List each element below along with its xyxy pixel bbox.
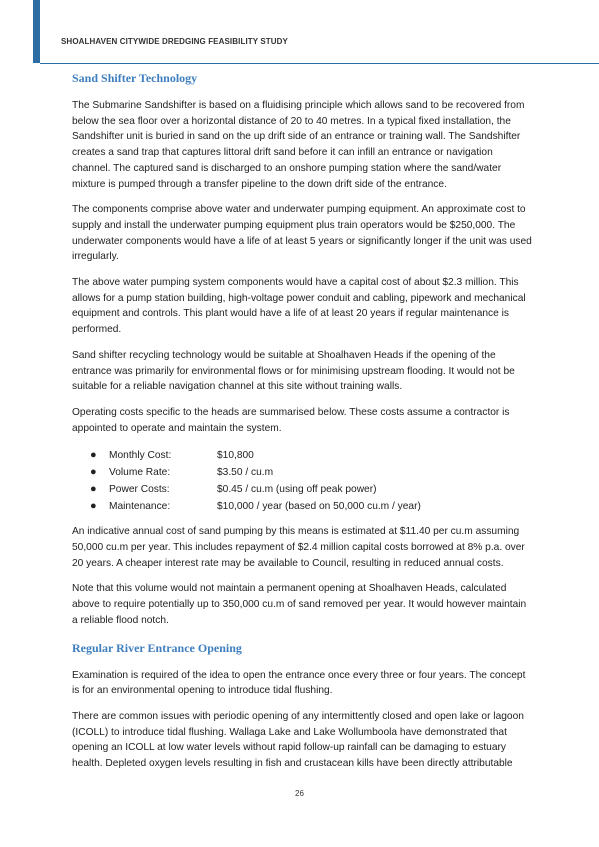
cost-value: $0.45 / cu.m (using off peak power) <box>217 484 377 496</box>
cost-value: $10,800 <box>217 450 254 462</box>
paragraph: There are common issues with periodic opening of any intermittently closed and open lake or lagoon (ICOLL) to introduce tidal flushing. Wallaga Lake and Lake Wollumboola have demonstrated that opening an ICOLL at low water levels without rapid follow-up rainfall can be damaging to estuary health. Depleted oxygen levels resulting in fish and crustacean kills have been directly attributable <box>72 710 524 770</box>
bullet-icon: ● <box>90 466 97 479</box>
list-item <box>72 464 532 481</box>
cost-label: Volume Rate: <box>109 467 171 479</box>
bullet-icon: ● <box>90 500 97 513</box>
paragraph: Note that this volume would not maintain a permanent opening at Shoalhaven Heads, calculated above to require potentially up to 350,000 cu.m of sand removed per year. It would however maintain a reliable flood notch. <box>72 583 527 626</box>
header-accent-bar <box>33 0 40 63</box>
cost-label: Power Costs: <box>109 484 170 496</box>
bullet-icon: ● <box>90 483 97 496</box>
paragraph: The above water pumping system components would have a capital cost of about $2.3 million. This allows for a pump station building, high-voltage power conduit and cabling, pipework and mechanical equipment and controls. This plant would have a life of at least 20 years if regular maintenance is performed. <box>72 277 526 336</box>
cost-value: $3.50 / cu.m <box>217 467 274 479</box>
cost-value: $10,000 / year (based on 50,000 cu.m / year) <box>217 501 421 513</box>
cost-label: Monthly Cost: <box>109 450 172 462</box>
header-divider <box>40 63 599 64</box>
cost-label: Maintenance: <box>109 501 171 513</box>
paragraph: The Submarine Sandshifter is based on a fluidising principle which allows sand to be recovered from below the sea floor over a horizontal distance of 20 to 40 metres. In a typical fixed installation, the Sandshifter unit is buried in sand on the up drift side of an entrance or training wall. The Sandshifter creates a sand trap that captures littoral drift sand before it can infill an entrance or navigation channel. The captured sand is discharged to an onshore pumping station where the sand/water mixture is pumped through a transfer pipeline to the down drift side of the entrance. <box>72 100 525 190</box>
paragraph: Examination is required of the idea to open the entrance once every three or four years. The concept is for an environmental opening to introduce tidal flushing. <box>72 669 526 697</box>
document-header-title: SHOALHAVEN CITYWIDE DREDGING FEASIBILITY STUDY <box>61 37 288 46</box>
operating-costs-list <box>72 447 532 515</box>
list-item <box>72 498 532 515</box>
list-item <box>72 481 532 498</box>
bullet-icon: ● <box>90 449 97 462</box>
list-item <box>72 447 532 464</box>
paragraph: Sand shifter recycling technology would be suitable at Shoalhaven Heads if the opening of the entrance was primarily for environmental flows or for minimising upstream flooding. It would not be suitable for a reliable navigation channel at this site without training walls. <box>72 349 515 393</box>
section-heading-river-entrance: Regular River Entrance Opening <box>72 640 242 655</box>
page-content <box>72 70 532 772</box>
section-heading-sand-shifter: Sand Shifter Technology <box>72 71 198 85</box>
paragraph: An indicative annual cost of sand pumping by this means is estimated at $11.40 per cu.m assuming 50,000 cu.m per year. This includes repayment of $2.4 million capital costs borrowed at 8% p.a. over 20 years. A cheaper interest rate may be available to Council, resulting in reduced annual costs. <box>72 526 525 569</box>
paragraph: The components comprise above water and underwater pumping equipment. An approximate cost to supply and install the underwater pumping equipment plus train operators would be $250,000. The underwater components would have a life of at least 5 years or significantly longer if the unit was used irregularly. <box>72 204 532 263</box>
page-number: 26 <box>295 789 304 798</box>
paragraph: Operating costs specific to the heads are summarised below. These costs assume a contractor is appointed to operate and maintain the system. <box>72 406 510 434</box>
